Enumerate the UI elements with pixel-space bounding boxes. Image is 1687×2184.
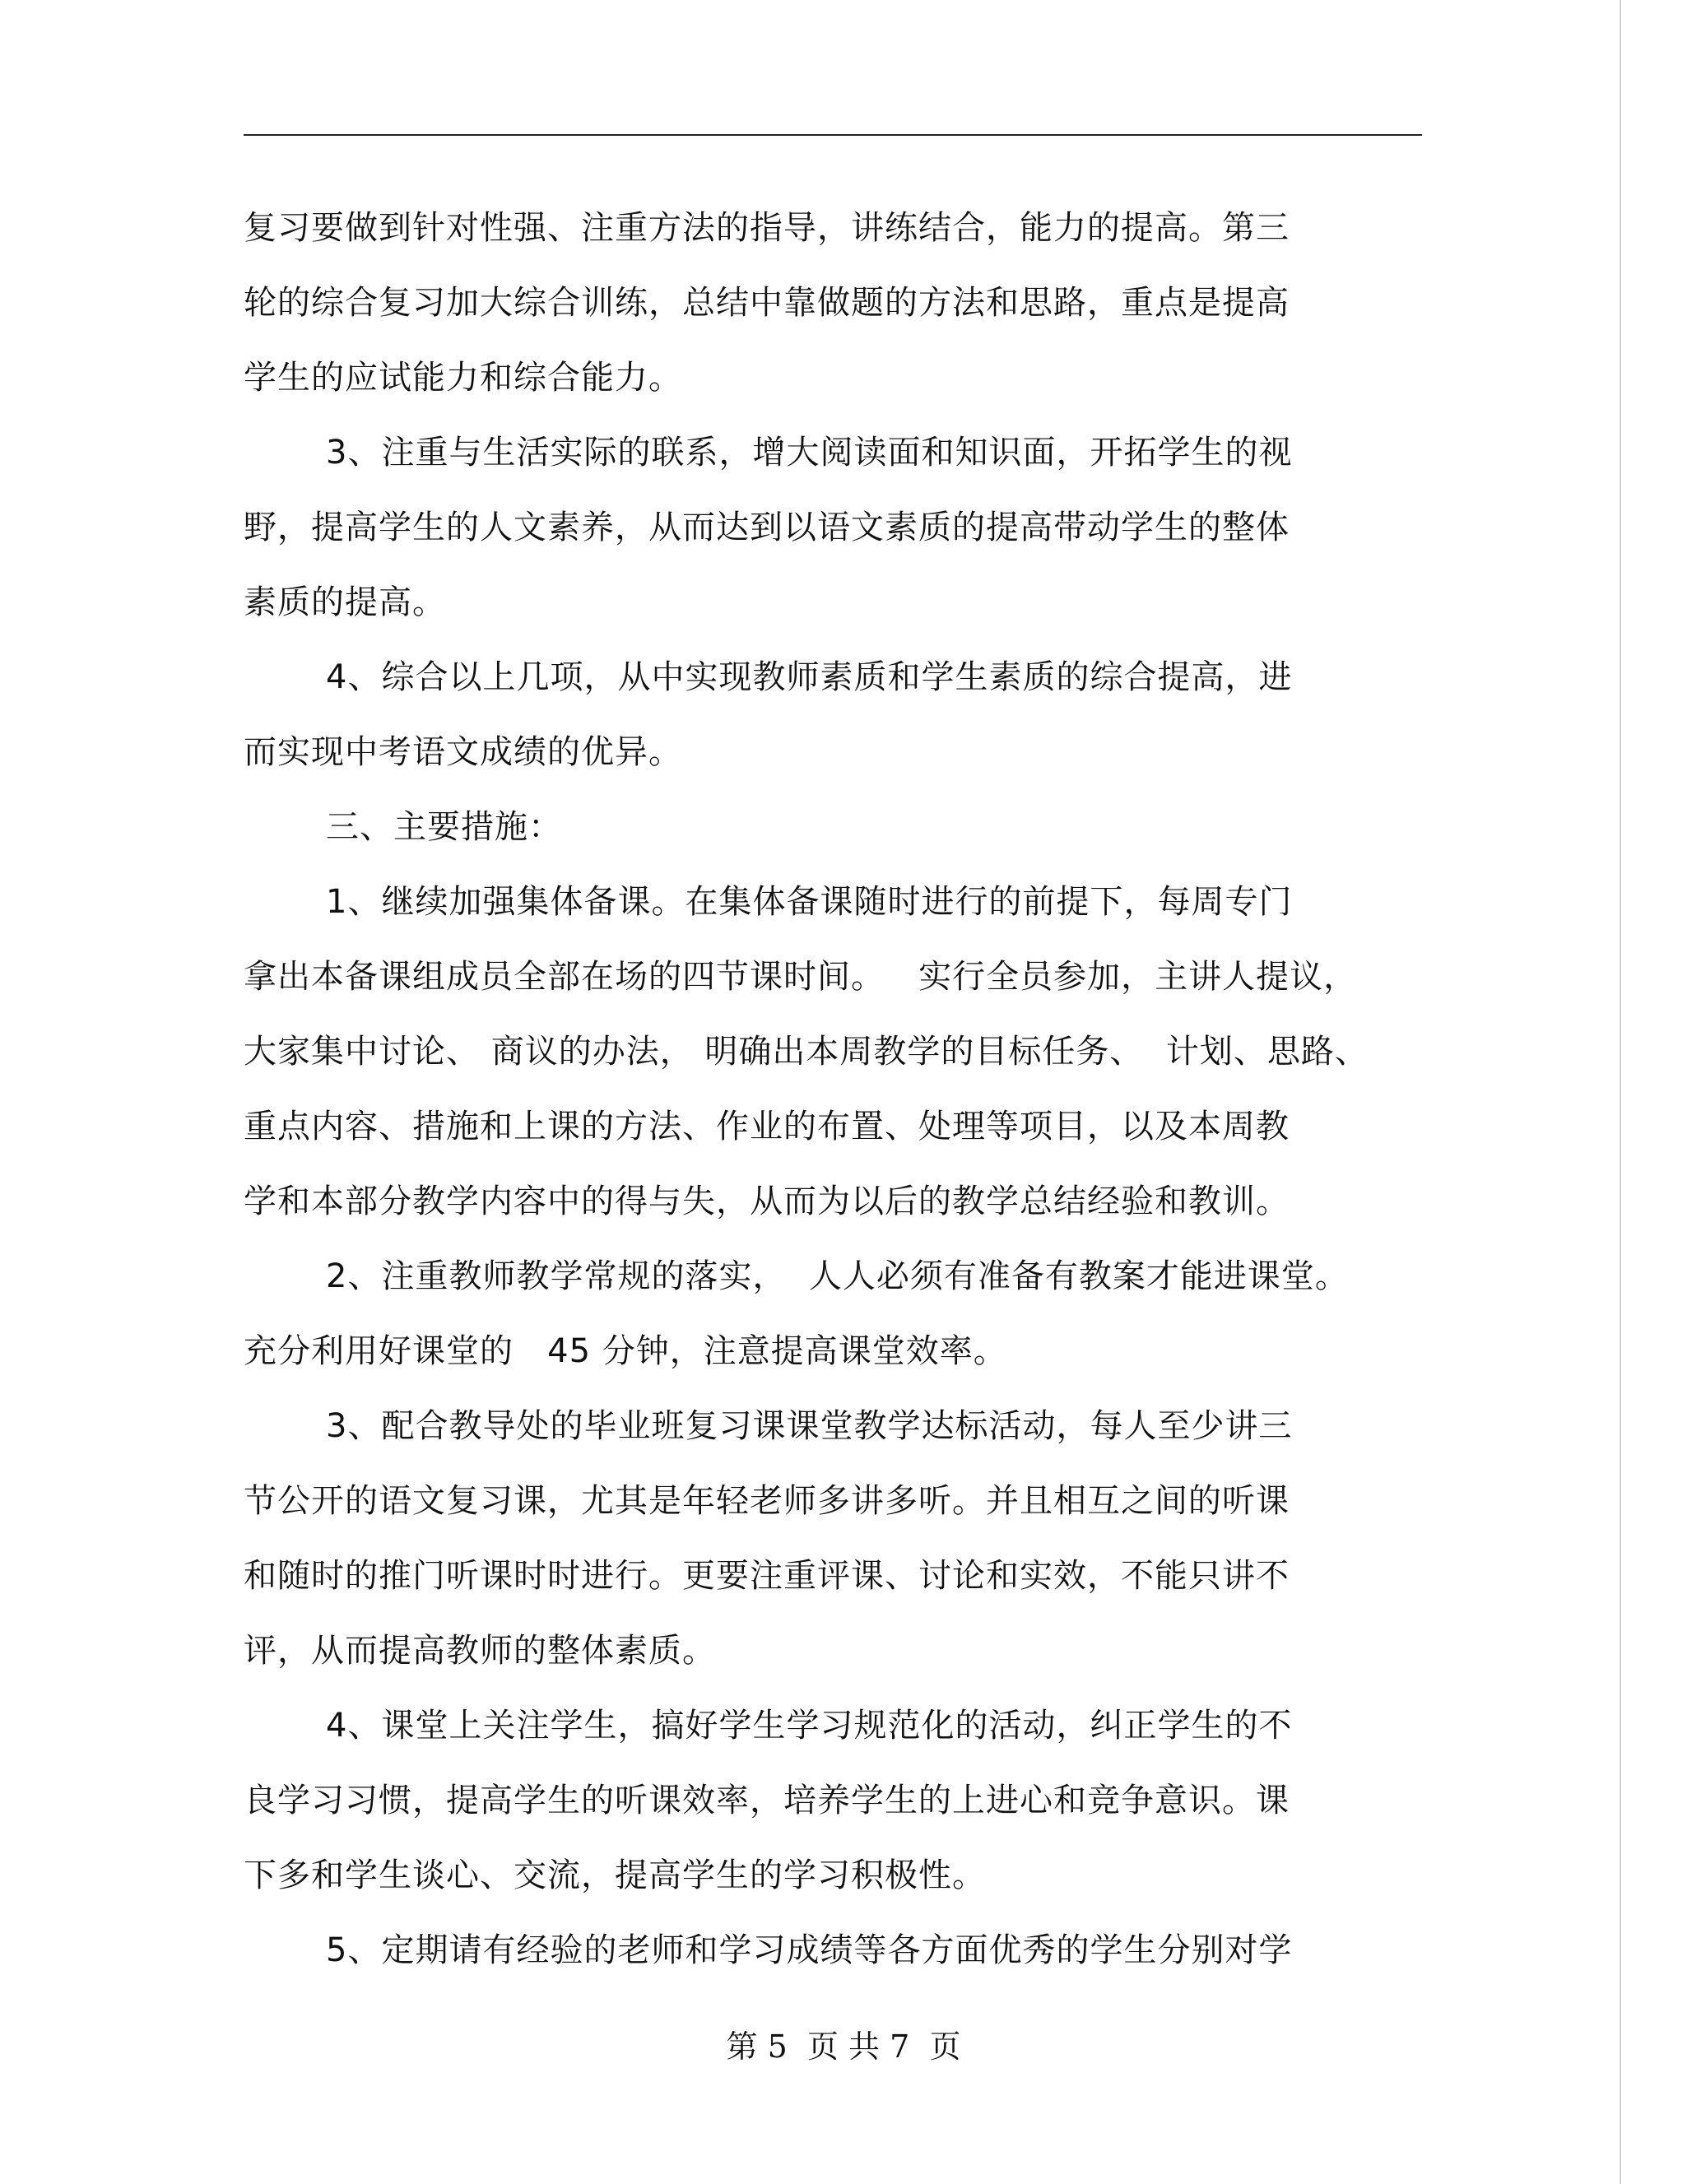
- text-line: 2、注重教师教学常规的落实， 人人必须有准备有教案才能进课堂。: [326, 1257, 1349, 1295]
- text-line: 素质的提高。: [244, 583, 446, 621]
- text-line: 3、配合教导处的毕业班复习课课堂教学达标活动，每人至少讲三: [326, 1407, 1293, 1445]
- text-line: 而实现中考语文成绩的优异。: [244, 733, 682, 771]
- text-line: 学生的应试能力和综合能力。: [244, 359, 682, 397]
- text-line: 大家集中讨论、 商议的办法， 明确出本周教学的目标任务、 计划、思路、: [244, 1033, 1369, 1071]
- text-line: 良学习习惯，提高学生的听课效率，培养学生的上进心和竞争意识。课: [244, 1782, 1290, 1819]
- text-line: 野，提高学生的人文素养，从而达到以语文素质的提高带动学生的整体: [244, 509, 1290, 546]
- text-line: 评，从而提高教师的整体素质。: [244, 1632, 716, 1670]
- text-line: 4、课堂上关注学生，搞好学生学习规范化的活动，纠正学生的不: [326, 1707, 1293, 1745]
- text-line: 1、继续加强集体备课。在集体备课随时进行的前提下，每周专门: [326, 883, 1293, 921]
- text-line: 重点内容、措施和上课的方法、作业的布置、处理等项目，以及本周教: [244, 1108, 1290, 1145]
- text-line: 和随时的推门听课时时进行。更要注重评课、讨论和实效，不能只讲不: [244, 1557, 1290, 1595]
- text-line: 三、主要措施：: [326, 808, 562, 846]
- text-line: 节公开的语文复习课，尤其是年轻老师多讲多听。并且相互之间的听课: [244, 1482, 1290, 1520]
- text-line: 轮的综合复习加大综合训练，总结中靠做题的方法和思路，重点是提高: [244, 284, 1290, 322]
- text-line: 拿出本备课组成员全部在场的四节课时间。 实行全员参加，主讲人提议，: [244, 958, 1358, 996]
- text-line: 5、定期请有经验的老师和学习成绩等各方面优秀的学生分别对学: [326, 1931, 1293, 1969]
- header-rule: [244, 134, 1422, 136]
- text-line: 3、注重与生活实际的联系，增大阅读面和知识面，开拓学生的视: [326, 434, 1293, 472]
- text-line: 学和本部分教学内容中的得与失，从而为以后的教学总结经验和教训。: [244, 1183, 1290, 1220]
- text-line: 充分利用好课堂的 45 分钟，注意提高课堂效率。: [244, 1332, 1007, 1370]
- page-footer: 第 5 页 共 7 页: [726, 2028, 961, 2065]
- document-body: [244, 191, 1437, 1988]
- page-edge-divider: [1620, 0, 1687, 2184]
- text-line: 复习要做到针对性强、注重方法的指导，讲练结合，能力的提高。第三: [244, 209, 1290, 247]
- text-line: 4、综合以上几项，从中实现教师素质和学生素质的综合提高，进: [326, 658, 1293, 696]
- text-line: 下多和学生谈心、交流，提高学生的学习积极性。: [244, 1856, 986, 1894]
